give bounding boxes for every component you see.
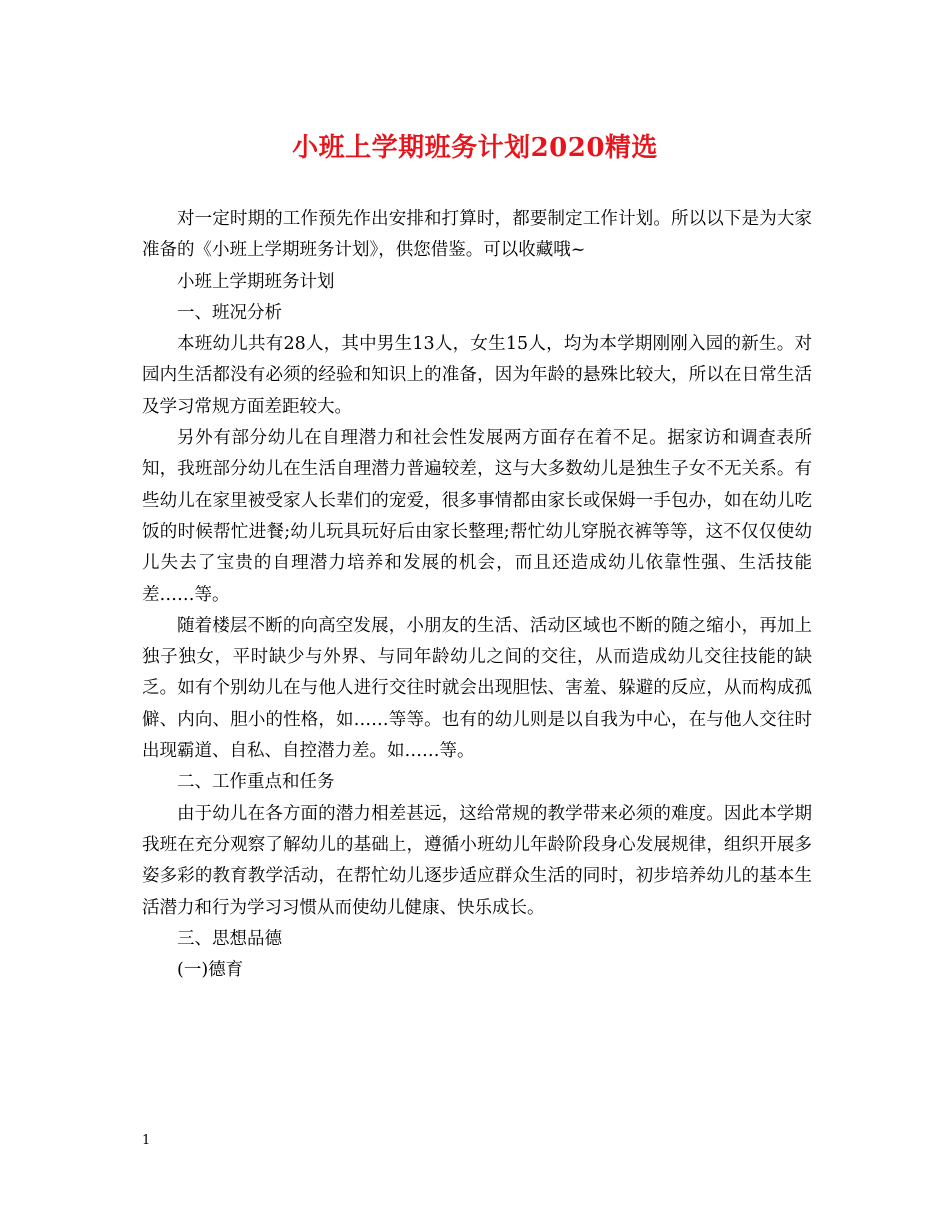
section-heading-work-focus: 二、工作重点和任务 [177, 772, 335, 793]
section-heading-class-analysis: 一、班况分析 [177, 302, 282, 323]
document-body [142, 204, 812, 986]
paragraph-work-focus: 由于幼儿在各方面的潜力相差甚远，这给常规的教学带来必须的难度。因此本学期我班在充分观察了解幼儿的基础上，遵循小班幼儿年龄阶段身心发展规律，组织开展多姿多彩的教育教学活动，在帮忙幼儿逐步适应群众生活的同时，初步培养幼儿的基本生活潜力和行为学习习惯从而使幼儿健康、快乐成长。 [142, 803, 812, 918]
page-number: 1 [142, 1133, 151, 1148]
paragraph-intro: 对一定时期的工作预先作出安排和打算时，都要制定工作计划。所以以下是为大家准备的《小班上学期班务计划》，供您借鉴。可以收藏哦~ [142, 209, 812, 261]
subsection-heading-moral-education: (一)德育 [177, 960, 244, 981]
document-title: 小班上学期班务计划2020精选 [292, 133, 658, 163]
paragraph-self-care: 另外有部分幼儿在自理潜力和社会性发展两方面存在着不足。据家访和调查表所知，我班部分幼儿在生活自理潜力普遍较差，这与大多数幼儿是独生子女不无关系。有些幼儿在家里被受家人长辈们的宠爱，很多事情都由家长或保姆一手包办，如在幼儿吃饭的时候帮忙进餐;幼儿玩具玩好后由家长整理;帮忙幼儿穿脱衣裤等等，这不仅仅使幼儿失去了宝贵的自理潜力培养和发展的机会，而且还造成幼儿依靠性强、生活技能差……等。 [142, 428, 812, 605]
paragraph-social-skills: 随着楼层不断的向高空发展，小朋友的生活、活动区域也不断的随之缩小，再加上独子独女，平时缺少与外界、与同年龄幼儿之间的交往，从而造成幼儿交往技能的缺乏。如有个别幼儿在与他人进行交往时就会出现胆怯、害羞、躲避的反应，从而构成孤僻、内向、胆小的性格，如……等等。也有的幼儿则是以自我为中心，在与他人交往时出现霸道、自私、自控潜力差。如……等。 [142, 615, 812, 762]
paragraph-subtitle: 小班上学期班务计划 [177, 271, 335, 292]
section-heading-moral: 三、思想品德 [177, 928, 282, 949]
paragraph-class-stats: 本班幼儿共有28人，其中男生13人，女生15人，均为本学期刚刚入园的新生。对园内生活都没有必须的经验和知识上的准备，因为年龄的悬殊比较大，所以在日常生活及学习常规方面差距较大。 [142, 334, 812, 417]
